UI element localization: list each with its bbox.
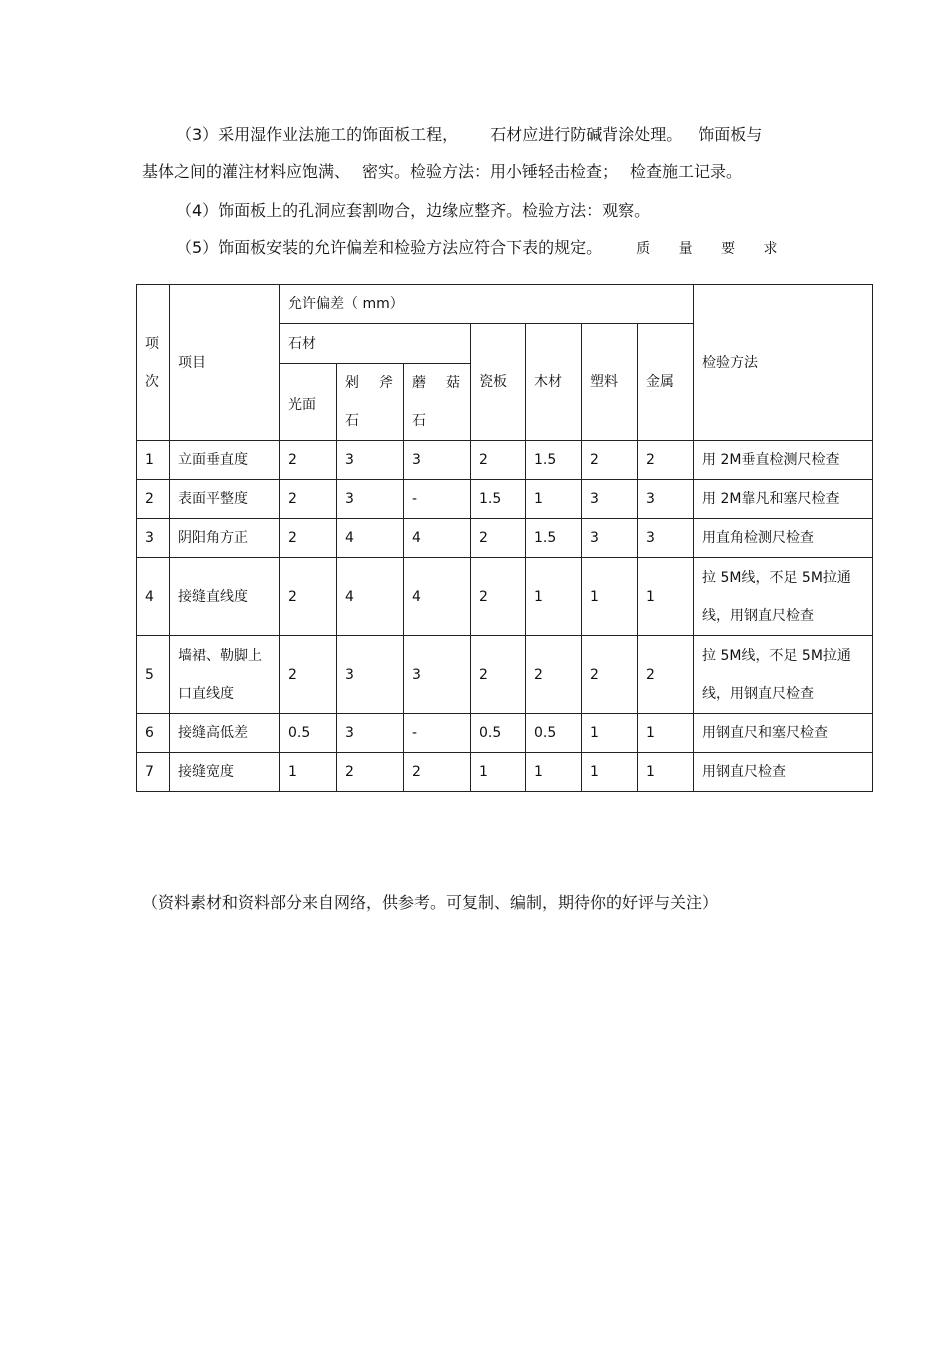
cell-metal: 1: [638, 714, 694, 753]
cell-polished: 1: [280, 753, 337, 792]
stone-chiseled-line-1: [345, 364, 403, 402]
header-ceramic: 瓷板: [471, 324, 526, 441]
cell-mushroom: 3: [404, 636, 471, 714]
table-row: [137, 480, 873, 519]
cell-method: 用直角检测尺检查: [694, 519, 873, 558]
cell-no: 7: [137, 753, 170, 792]
cell-polished: 2: [280, 558, 337, 636]
cell-ceramic: 0.5: [471, 714, 526, 753]
cell-method: 用钢直尺检查: [694, 753, 873, 792]
cell-plastic: 3: [582, 519, 638, 558]
cell-metal: 3: [638, 480, 694, 519]
cell-item: 阴阳角方正: [170, 519, 280, 558]
p3-text-c: 饰面板与: [698, 125, 763, 144]
deviation-table: [136, 284, 873, 792]
cell-plastic: 1: [582, 753, 638, 792]
cell-plastic: 1: [582, 714, 638, 753]
cell-polished: 2: [280, 519, 337, 558]
cell-no: 5: [137, 636, 170, 714]
cell-metal: 1: [638, 753, 694, 792]
cell-polished: 2: [280, 441, 337, 480]
cell-chiseled: 3: [337, 480, 404, 519]
cell-metal: 2: [638, 441, 694, 480]
method-line-2: 线，用钢直尺检查: [702, 607, 815, 624]
cell-method: 用 2M靠凡和塞尺检查: [694, 480, 873, 519]
cell-ceramic: 2: [471, 519, 526, 558]
cell-mushroom: 3: [404, 441, 471, 480]
cell-ceramic: 2: [471, 636, 526, 714]
header-deviation-group: 允许偏差（ mm）: [280, 285, 694, 324]
p3-text-a: （3）采用湿作业法施工的饰面板工程，: [176, 125, 459, 144]
cell-mushroom: 4: [404, 558, 471, 636]
cell-no: 1: [137, 441, 170, 480]
paragraph-4: （4）饰面板上的孔洞应套割吻合，边缘应整齐。检验方法：观察。: [176, 201, 651, 220]
cell-no: 6: [137, 714, 170, 753]
header-metal: 金属: [638, 324, 694, 441]
stone-chiseled-c: 石: [345, 413, 359, 429]
cell-polished: 0.5: [280, 714, 337, 753]
header-index-b: 次: [145, 373, 159, 390]
cell-method: [694, 558, 873, 636]
item-line-2: 口直线度: [178, 685, 234, 702]
header-stone-group: 石材: [280, 324, 471, 364]
paragraph-5: [176, 237, 790, 260]
header-wood: 木材: [526, 324, 582, 441]
method-line-1: 拉 5M线，不足 5M拉通: [702, 647, 851, 664]
cell-plastic: 2: [582, 441, 638, 480]
item-line-1: 墙裙、勒脚上: [178, 647, 262, 664]
header-index: [137, 285, 170, 441]
header-index-a: 项: [145, 335, 159, 352]
header-stone-chiseled: [337, 364, 404, 441]
method-line-2: 线，用钢直尺检查: [702, 685, 815, 702]
stone-chiseled-a: 剁: [345, 375, 359, 391]
cell-mushroom: 4: [404, 519, 471, 558]
cell-plastic: 1: [582, 558, 638, 636]
paragraph-3-line-1: [176, 124, 762, 146]
cell-item: [170, 636, 280, 714]
p3-line2-a: 基体之间的灌注材料应饱满、: [142, 162, 351, 181]
cell-plastic: 2: [582, 636, 638, 714]
cell-item: 接缝宽度: [170, 753, 280, 792]
stone-mushroom-line-1: [412, 364, 470, 402]
cell-no: 2: [137, 480, 170, 519]
cell-polished: 2: [280, 636, 337, 714]
table-row: [137, 753, 873, 792]
cell-wood: 1: [526, 753, 582, 792]
cell-wood: 1.5: [526, 441, 582, 480]
cell-chiseled: 2: [337, 753, 404, 792]
cell-ceramic: 2: [471, 558, 526, 636]
cell-plastic: 3: [582, 480, 638, 519]
stone-mushroom-b: 菇: [446, 375, 460, 391]
cell-chiseled: 3: [337, 714, 404, 753]
cell-wood: 1.5: [526, 519, 582, 558]
cell-wood: 0.5: [526, 714, 582, 753]
stone-chiseled-b: 斧: [379, 375, 393, 391]
header-stone-polished: [280, 364, 337, 441]
cell-chiseled: 4: [337, 519, 404, 558]
cell-wood: 2: [526, 636, 582, 714]
table-row: [137, 714, 873, 753]
cell-polished: 2: [280, 480, 337, 519]
cell-method: 用 2M垂直检测尺检查: [694, 441, 873, 480]
table-row: [137, 519, 873, 558]
cell-mushroom: 2: [404, 753, 471, 792]
stone-polished-label: 光面: [288, 397, 316, 413]
table-row: [137, 441, 873, 480]
table-row: [137, 636, 873, 714]
stone-mushroom-a: 蘑: [412, 375, 426, 391]
cell-metal: 2: [638, 636, 694, 714]
header-stone-mushroom: [404, 364, 471, 441]
footer-note: （资料素材和资料部分来自网络，供参考。可复制、编制，期待你的好评与关注）: [142, 893, 719, 912]
method-line-1: 拉 5M线，不足 5M拉通: [702, 569, 851, 586]
cell-ceramic: 1: [471, 753, 526, 792]
stone-mushroom-c: 石: [412, 413, 426, 429]
p3-line2-b: 密实。检验方法：用小锤轻击检查；: [362, 162, 619, 181]
cell-ceramic: 1.5: [471, 480, 526, 519]
cell-chiseled: 4: [337, 558, 404, 636]
p5-text: （5）饰面板安装的允许偏差和检验方法应符合下表的规定。: [176, 238, 603, 257]
cell-mushroom: -: [404, 714, 471, 753]
cell-no: 3: [137, 519, 170, 558]
cell-chiseled: 3: [337, 441, 404, 480]
cell-method: 用钢直尺和塞尺检查: [694, 714, 873, 753]
cell-method: [694, 636, 873, 714]
cell-item: 表面平整度: [170, 480, 280, 519]
p5-tail: 质 量 要 求: [636, 241, 790, 257]
cell-wood: 1: [526, 558, 582, 636]
table-row: [137, 558, 873, 636]
paragraph-3-line-2: [142, 161, 742, 183]
cell-item: 接缝高低差: [170, 714, 280, 753]
header-item: 项目: [170, 285, 280, 441]
cell-no: 4: [137, 558, 170, 636]
cell-wood: 1: [526, 480, 582, 519]
cell-metal: 1: [638, 558, 694, 636]
cell-chiseled: 3: [337, 636, 404, 714]
cell-ceramic: 2: [471, 441, 526, 480]
p3-text-b: 石材应进行防碱背涂处理。: [490, 125, 683, 144]
cell-mushroom: -: [404, 480, 471, 519]
header-plastic: 塑料: [582, 324, 638, 441]
cell-item: 立面垂直度: [170, 441, 280, 480]
header-method: 检验方法: [694, 285, 873, 441]
p3-line2-c: 检查施工记录。: [630, 162, 743, 181]
cell-item: 接缝直线度: [170, 558, 280, 636]
cell-metal: 3: [638, 519, 694, 558]
